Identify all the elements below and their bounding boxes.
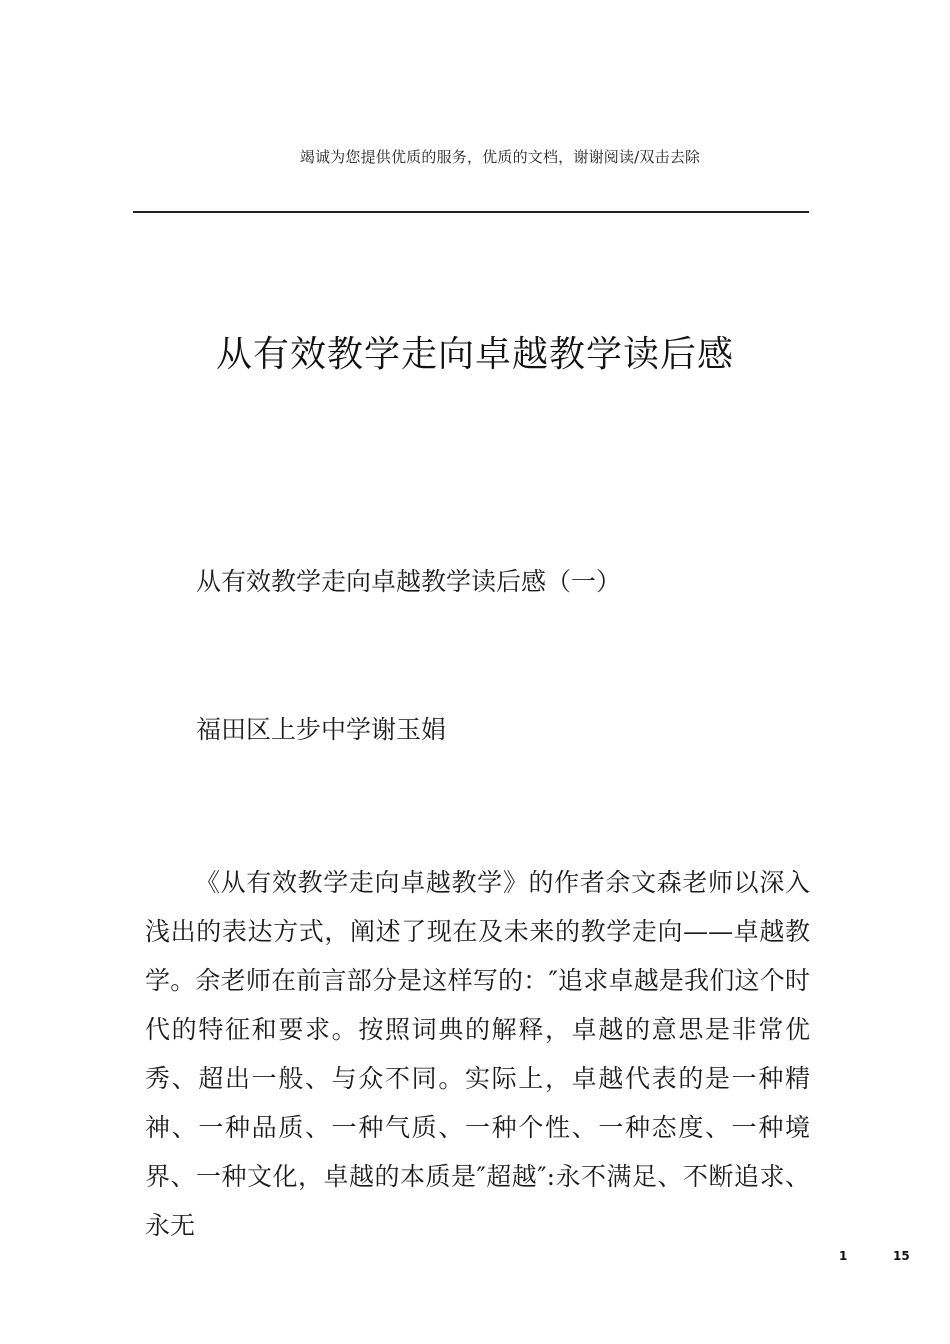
page-number-total: 15 <box>893 1249 910 1263</box>
section-subtitle: 从有效教学走向卓越教学读后感（一） <box>196 567 622 596</box>
page-number-current: 1 <box>839 1249 848 1263</box>
document-title: 从有效教学走向卓越教学读后感 <box>215 334 734 375</box>
page-header-notice: 竭诚为您提供优质的服务，优质的文档，谢谢阅读/双击去除 <box>299 148 701 166</box>
header-divider <box>133 211 809 213</box>
author-line: 福田区上步中学谢玉娟 <box>196 715 447 744</box>
body-paragraph: 《从有效教学走向卓越教学》的作者余文森老师以深入浅出的表达方式，阐述了现在及未来的教学走向——卓越教学。余老师在前言部分是这样写的：″追求卓越是我们这个时代的特征和要求。按照词典的解释，卓越的意思是非常优秀、超出一般、与众不同。实际上，卓越代表的是一种精神、一种品质、一种气质、一种个性、一种态度、一种境界、一种文化，卓越的本质是″超越″:永不满足、不断追求、永无 <box>145 868 810 1240</box>
